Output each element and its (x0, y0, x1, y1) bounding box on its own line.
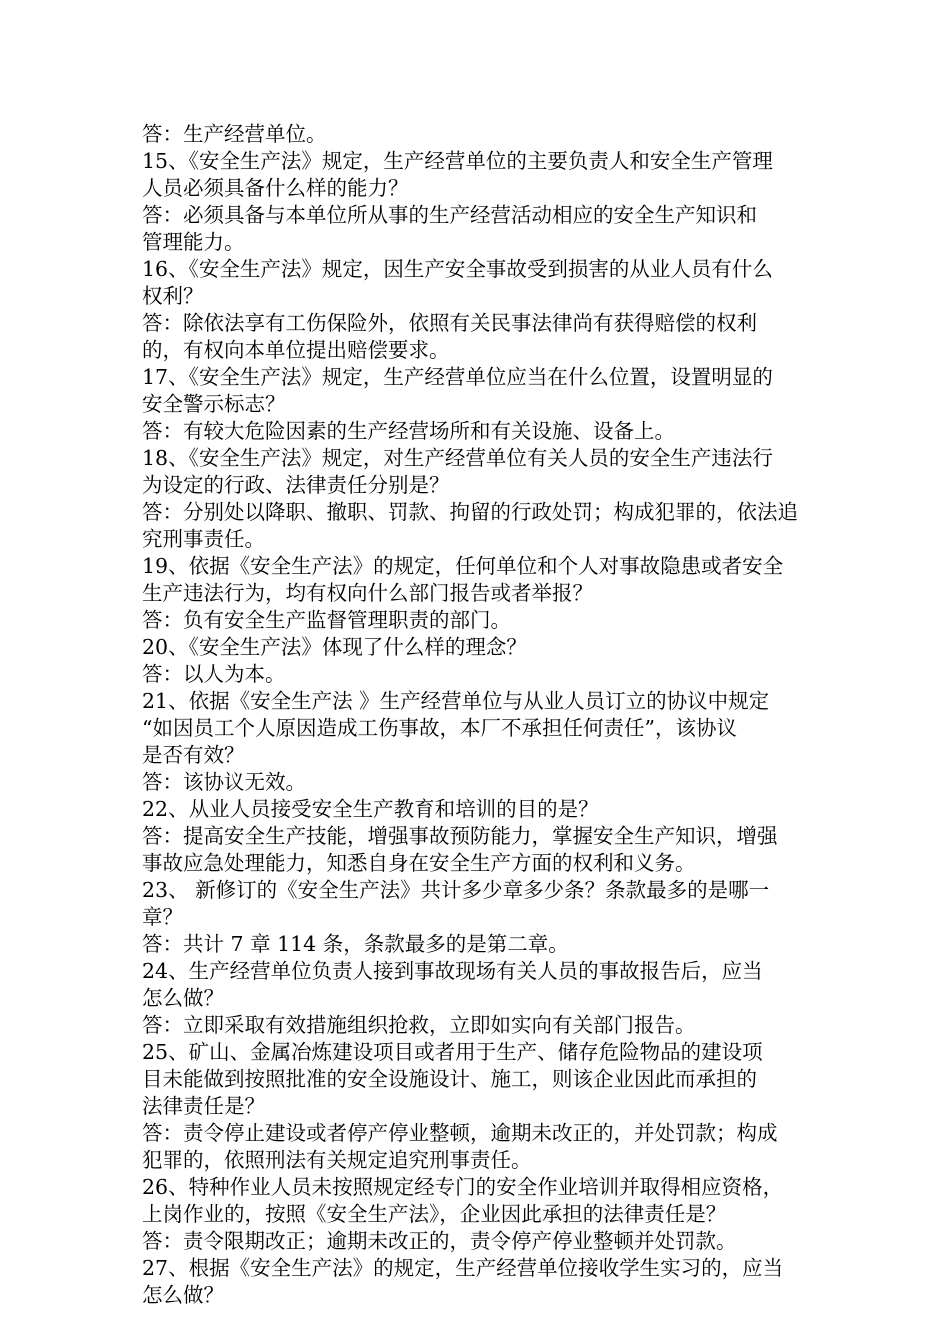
text-line: 人员必须具备什么样的能力？ (142, 176, 409, 200)
text-line: 16、《安全生产法》规定，因生产安全事故受到损害的从业人员有什么 (142, 257, 773, 281)
text-line: 答：共计 7 章 114 条，条款最多的是第二章。 (142, 932, 569, 956)
text-line: 权利？ (142, 284, 204, 308)
text-line: 究刑事责任。 (142, 527, 265, 551)
text-line: 答：以人为本。 (142, 662, 286, 686)
text-line: 目未能做到按照批准的安全设施设计、施工，则该企业因此而承担的 (142, 1067, 757, 1091)
text-line: 18、《安全生产法》规定，对生产经营单位有关人员的安全生产违法行 (142, 446, 773, 470)
document-body (142, 121, 817, 1309)
text-line: 的，有权向本单位提出赔偿要求。 (142, 338, 450, 362)
text-line: 答：责令限期改正；逾期未改正的，责令停产停业整顿并处罚款。 (142, 1229, 737, 1253)
text-line: 答：立即采取有效措施组织抢救，立即如实向有关部门报告。 (142, 1013, 696, 1037)
text-line: 27、根据《安全生产法》的规定，生产经营单位接收学生实习的，应当 (142, 1256, 784, 1280)
text-line: 答：责令停止建设或者停产停业整顿，逾期未改正的，并处罚款；构成 (142, 1121, 778, 1145)
text-line: 17、《安全生产法》规定，生产经营单位应当在什么位置，设置明显的 (142, 365, 773, 389)
text-line: 24、生产经营单位负责人接到事故现场有关人员的事故报告后，应当 (142, 959, 763, 983)
text-line: 答：生产经营单位。 (142, 122, 327, 146)
text-line: 上岗作业的，按照《安全生产法》，企业因此承担的法律责任是？ (142, 1202, 727, 1226)
text-line: 15、《安全生产法》规定，生产经营单位的主要负责人和安全生产管理 (142, 149, 773, 173)
text-line: 答：分别处以降职、撤职、罚款、拘留的行政处罚；构成犯罪的，依法追 (142, 500, 798, 524)
text-line: 21、依据《安全生产法 》生产经营单位与从业人员订立的协议中规定 (142, 689, 770, 713)
text-line: 答：负有安全生产监督管理职责的部门。 (142, 608, 511, 632)
text-line: 怎么做？ (142, 1283, 224, 1307)
text-line: 答：提高安全生产技能，增强事故预防能力，掌握安全生产知识，增强 (142, 824, 778, 848)
text-line: 26、特种作业人员未按照规定经专门的安全作业培训并取得相应资格， (142, 1175, 784, 1199)
text-line: “如因员工个人原因造成工伤事故，本厂不承担任何责任”，该协议 (142, 716, 737, 740)
text-line: 答：除依法享有工伤保险外，依照有关民事法律尚有获得赔偿的权利 (142, 311, 757, 335)
text-line: 20、《安全生产法》体现了什么样的理念？ (142, 635, 527, 659)
text-line: 法律责任是？ (142, 1094, 265, 1118)
text-line: 事故应急处理能力，知悉自身在安全生产方面的权利和义务。 (142, 851, 696, 875)
text-line: 生产违法行为，均有权向什么部门报告或者举报？ (142, 581, 593, 605)
text-line: 答：有较大危险因素的生产经营场所和有关设施、设备上。 (142, 419, 675, 443)
text-line: 22、从业人员接受安全生产教育和培训的目的是？ (142, 797, 599, 821)
text-line: 答：该协议无效。 (142, 770, 306, 794)
text-line: 安全警示标志？ (142, 392, 286, 416)
text-line: 23、 新修订的《安全生产法》共计多少章多少条？条款最多的是哪一 (142, 878, 770, 902)
text-line: 是否有效？ (142, 743, 245, 767)
text-line: 19、依据《安全生产法》的规定，任何单位和个人对事故隐患或者安全 (142, 554, 784, 578)
text-line: 为设定的行政、法律责任分别是？ (142, 473, 450, 497)
text-line: 25、矿山、金属冶炼建设项目或者用于生产、储存危险物品的建设项 (142, 1040, 763, 1064)
text-line: 怎么做？ (142, 986, 224, 1010)
text-line: 犯罪的，依照刑法有关规定追究刑事责任。 (142, 1148, 532, 1172)
text-line: 章？ (142, 905, 183, 929)
text-line: 答：必须具备与本单位所从事的生产经营活动相应的安全生产知识和 (142, 203, 757, 227)
text-line: 管理能力。 (142, 230, 245, 254)
